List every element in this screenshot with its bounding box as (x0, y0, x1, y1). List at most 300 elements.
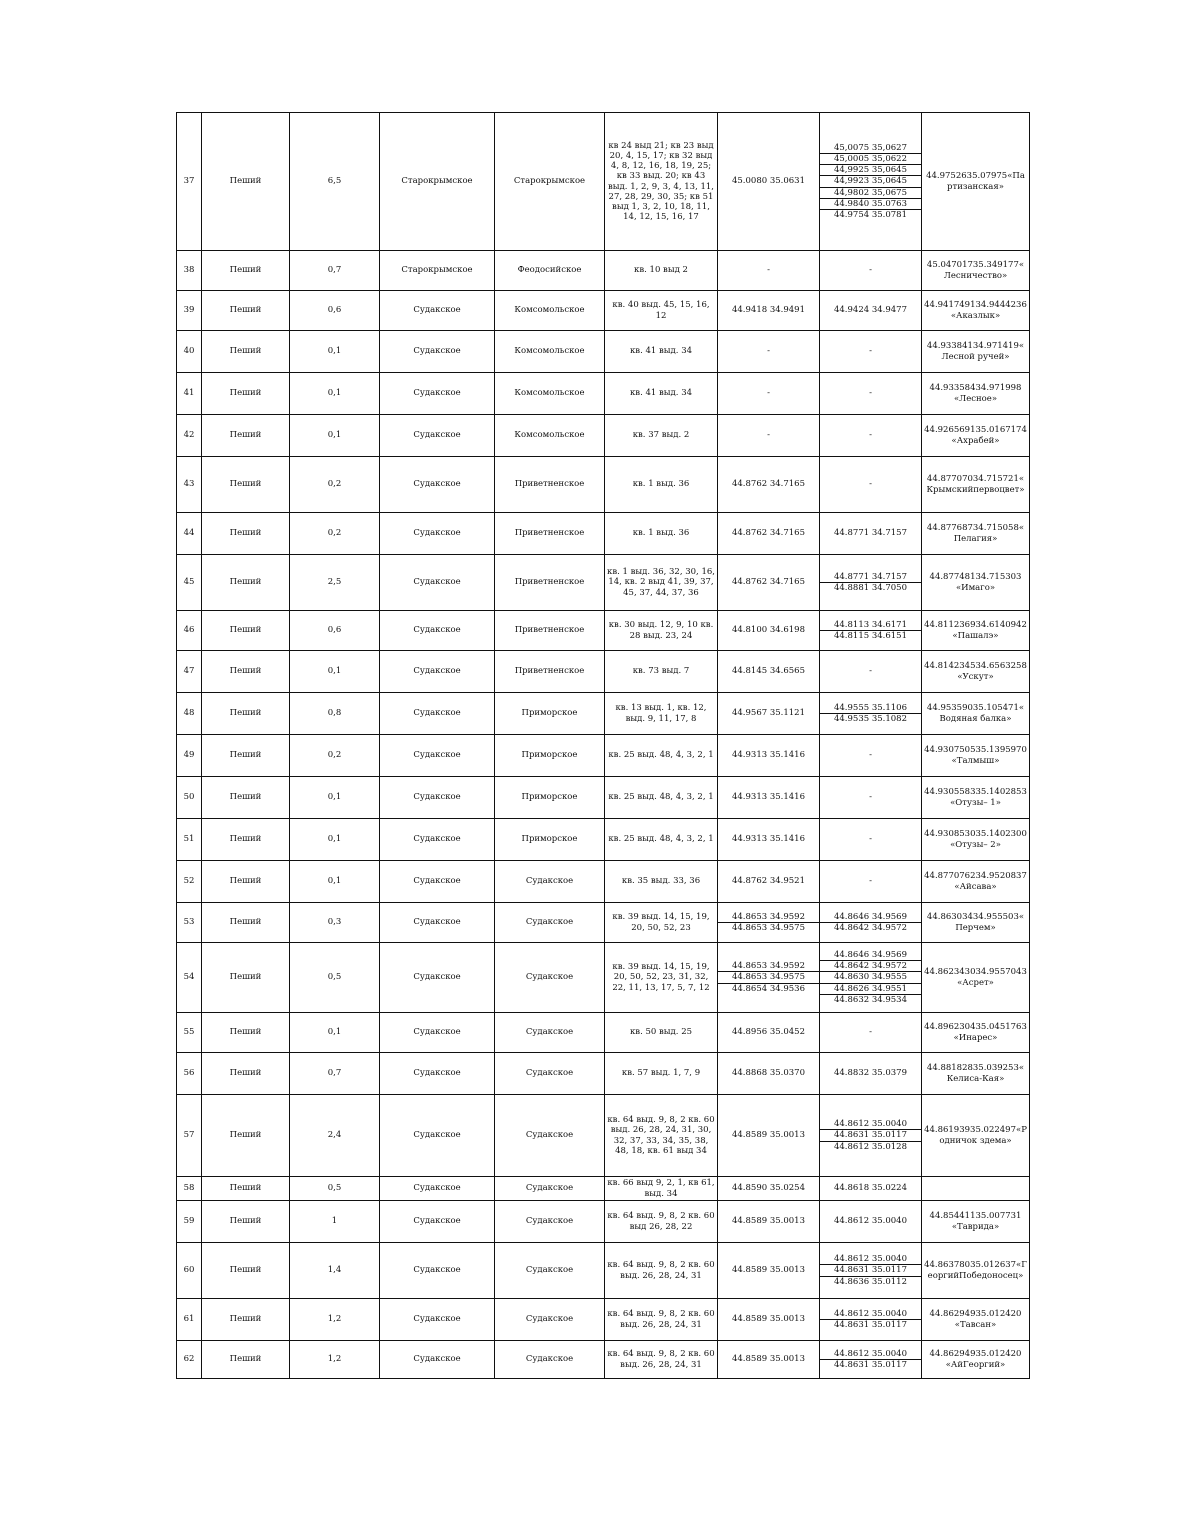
quarter-location: кв. 41 выд. 34 (605, 373, 718, 415)
forestry-unit: Судакское (495, 903, 605, 943)
trail-type: Пеший (202, 861, 290, 903)
object-note-line: «Аказлык» (950, 310, 1001, 321)
object-note-line: «Родничок здема» (939, 1125, 1027, 1146)
end-coordinates-value: 44.8631 35.0117 (820, 1264, 921, 1275)
row-number: 51 (177, 819, 202, 861)
trail-length: 0,2 (290, 513, 380, 555)
object-note-line: 35.1402300 «Отузы (950, 829, 1027, 850)
start-coordinates: 44.9567 35.1121 (718, 693, 820, 735)
trail-length: 0,1 (290, 651, 380, 693)
object-note-line: 44.8112369 (924, 620, 976, 631)
row-number: 52 (177, 861, 202, 903)
forestry-district: Судакское (380, 457, 495, 513)
table-row (177, 555, 1030, 611)
object-note-line: 44.9265691 (924, 425, 976, 436)
object-note-line: первоцвет» (973, 484, 1025, 495)
forestry-unit: Судакское (495, 1095, 605, 1177)
table-row (177, 1341, 1030, 1379)
trail-type: Пеший (202, 819, 290, 861)
quarter-location: кв. 64 выд. 9, 8, 2 кв. 60 выд 26, 28, 22 (605, 1201, 718, 1243)
object-note-line: 34.971419 (972, 341, 1019, 352)
object-note-line: 44.862949 (929, 1309, 976, 1320)
trail-length: 0,7 (290, 1053, 380, 1095)
object-note-line: 44.9307505 (924, 745, 976, 756)
object-note (922, 693, 1030, 735)
forestry-unit: Приморское (495, 819, 605, 861)
forestry-district: Судакское (380, 1095, 495, 1177)
forestry-district: Судакское (380, 1299, 495, 1341)
object-note-line: 44.8623430 (924, 967, 976, 978)
quarter-location: кв. 64 выд. 9, 8, 2 кв. 60 выд. 26, 28, 24, 31, 30, 32, 37, 33, 34, 35, 38, 48, 18, кв. 61 выд 34 (605, 1095, 718, 1177)
object-note-line: «Пашалэ» (952, 630, 999, 641)
trail-type: Пеший (202, 291, 290, 331)
start-coordinates: 44.8145 34.6565 (718, 651, 820, 693)
quarter-location: кв. 39 выд. 14, 15, 19, 20, 50, 52, 23, 31, 32, 22, 11, 13, 17, 5, 7, 12 (605, 943, 718, 1013)
object-note (922, 1243, 1030, 1299)
forestry-district: Судакское (380, 1341, 495, 1379)
end-coordinates: - (820, 735, 922, 777)
end-coordinates-value: 44.8612 35.0040 (833, 1348, 907, 1359)
start-coordinates-value: 44.8653 34.9592 (731, 961, 805, 972)
table-row (177, 1013, 1030, 1053)
object-note-line: 34.9557043 (975, 967, 1027, 978)
trail-length: 0,5 (290, 1177, 380, 1201)
row-number: 38 (177, 251, 202, 291)
end-coordinates-value: 44,9802 35,0675 (820, 187, 921, 198)
trail-length: 0,1 (290, 373, 380, 415)
start-coordinates: - (718, 251, 820, 291)
start-coordinates: 45.0080 35.0631 (718, 113, 820, 251)
quarter-location: кв. 37 выд. 2 (605, 415, 718, 457)
row-number: 57 (177, 1095, 202, 1177)
end-coordinates-value: 44,9925 35,0645 (820, 164, 921, 175)
object-note-line: – 2» (983, 839, 1001, 850)
trail-type: Пеший (202, 457, 290, 513)
start-coordinates: 44.8589 35.0013 (718, 1299, 820, 1341)
forestry-unit: Приветненское (495, 611, 605, 651)
end-coordinates: - (820, 373, 922, 415)
object-note-line: 44.863780 (924, 1260, 971, 1271)
end-coordinates-value: 44.8612 35.0040 (833, 1254, 907, 1265)
end-coordinates (820, 555, 922, 611)
start-coordinates: 44.8589 35.0013 (718, 1095, 820, 1177)
trail-length: 0,5 (290, 943, 380, 1013)
forestry-district: Судакское (380, 735, 495, 777)
end-coordinates-value: 44.8631 35.0117 (820, 1319, 921, 1330)
quarter-location: кв. 10 выд 2 (605, 251, 718, 291)
start-coordinates-value: 44.8654 34.9536 (718, 983, 819, 994)
table-row (177, 777, 1030, 819)
table-row (177, 251, 1030, 291)
forestry-district: Судакское (380, 1201, 495, 1243)
start-coordinates: 44.9418 34.9491 (718, 291, 820, 331)
trail-type: Пеший (202, 415, 290, 457)
end-coordinates (820, 611, 922, 651)
row-number: 47 (177, 651, 202, 693)
forestry-unit: Феодосийское (495, 251, 605, 291)
object-note (922, 415, 1030, 457)
forestry-unit: Приветненское (495, 651, 605, 693)
end-coordinates-value: 44.8642 34.9572 (820, 960, 921, 971)
trail-type: Пеший (202, 1341, 290, 1379)
quarter-location: кв. 41 выд. 34 (605, 331, 718, 373)
end-coordinates (820, 903, 922, 943)
quarter-location: кв. 1 выд. 36 (605, 457, 718, 513)
end-coordinates-value: 44.8612 35.0040 (833, 1119, 907, 1130)
table-row (177, 1095, 1030, 1177)
trail-length: 2,5 (290, 555, 380, 611)
quarter-location: кв. 64 выд. 9, 8, 2 кв. 60 выд. 26, 28, 24, 31 (605, 1341, 718, 1379)
end-coordinates-value: 44.9840 35.0763 (820, 198, 921, 209)
start-coordinates-value: 44.8653 34.9575 (718, 971, 819, 982)
object-note-line: 44.854411 (929, 1211, 976, 1222)
end-coordinates: - (820, 651, 922, 693)
forestry-district: Судакское (380, 291, 495, 331)
object-note (922, 943, 1030, 1013)
table-row (177, 943, 1030, 1013)
object-note-line: 35.012420 «Тавсан» (954, 1309, 1022, 1330)
end-coordinates-value: 44.8771 34.7157 (833, 571, 907, 582)
forestry-district: Судакское (380, 651, 495, 693)
quarter-location: кв. 64 выд. 9, 8, 2 кв. 60 выд. 26, 28, 24, 31 (605, 1243, 718, 1299)
forestry-unit: Судакское (495, 943, 605, 1013)
forestry-unit: Комсомольское (495, 331, 605, 373)
object-note-line: 34.9520837 «Айсава» (954, 871, 1027, 892)
object-note (922, 251, 1030, 291)
object-note-line: 44.9308530 (924, 829, 976, 840)
forestry-district: Судакское (380, 777, 495, 819)
table-row (177, 611, 1030, 651)
row-number: 56 (177, 1053, 202, 1095)
end-coordinates-value: 44.8646 34.9569 (833, 950, 907, 961)
trail-type: Пеший (202, 943, 290, 1013)
end-coordinates-value: 44.8626 34.9551 (820, 983, 921, 994)
row-number: 55 (177, 1013, 202, 1053)
object-note-line: 44.8962304 (924, 1022, 976, 1033)
forestry-district: Судакское (380, 1177, 495, 1201)
forestry-unit: Приветненское (495, 457, 605, 513)
trail-length: 0,6 (290, 291, 380, 331)
object-note-line: 44.877481 (929, 572, 976, 583)
forestry-unit: Комсомольское (495, 373, 605, 415)
trail-length: 0,8 (290, 693, 380, 735)
quarter-location: кв. 13 выд. 1, кв. 12, выд. 9, 11, 17, 8 (605, 693, 718, 735)
object-note (922, 819, 1030, 861)
trail-length: 0,1 (290, 1013, 380, 1053)
object-note (922, 1341, 1030, 1379)
start-coordinates: - (718, 415, 820, 457)
object-note (922, 1299, 1030, 1341)
quarter-location: кв. 64 выд. 9, 8, 2 кв. 60 выд. 26, 28, 24, 31 (605, 1299, 718, 1341)
row-number: 37 (177, 113, 202, 251)
forestry-district: Судакское (380, 1053, 495, 1095)
start-coordinates: 44.9313 35.1416 (718, 735, 820, 777)
forestry-unit: Приморское (495, 693, 605, 735)
quarter-location: кв. 30 выд. 12, 9, 10 кв. 28 выд. 23, 24 (605, 611, 718, 651)
end-coordinates: 44.8771 34.7157 (820, 513, 922, 555)
forestry-unit: Приморское (495, 777, 605, 819)
object-note (922, 861, 1030, 903)
object-note-line: 34.715058 (972, 523, 1019, 534)
trail-type: Пеший (202, 1243, 290, 1299)
end-coordinates-value: 44.8612 35.0128 (820, 1141, 921, 1152)
forestry-district: Судакское (380, 943, 495, 1013)
trail-type: Пеший (202, 113, 290, 251)
end-coordinates-value: 45,0005 35,0622 (820, 153, 921, 164)
object-note-line: «Крымский (926, 474, 1025, 495)
forestry-unit: Приветненское (495, 513, 605, 555)
forestry-district: Судакское (380, 555, 495, 611)
quarter-location: кв. 25 выд. 48, 4, 3, 2, 1 (605, 819, 718, 861)
end-coordinates (820, 113, 922, 251)
start-coordinates: - (718, 331, 820, 373)
forestry-unit: Судакское (495, 1341, 605, 1379)
object-note-line: 44.877687 (926, 523, 973, 534)
end-coordinates (820, 1299, 922, 1341)
object-note-line: 44.8142345 (924, 661, 976, 672)
trail-length: 1,2 (290, 1299, 380, 1341)
trail-type: Пеший (202, 693, 290, 735)
quarter-location: кв. 39 выд. 14, 15, 19, 20, 50, 52, 23 (605, 903, 718, 943)
object-note (922, 1177, 1030, 1201)
end-coordinates: - (820, 415, 922, 457)
forestry-unit: Судакское (495, 1299, 605, 1341)
table-row (177, 1243, 1030, 1299)
object-note (922, 777, 1030, 819)
end-coordinates-value: 44.8646 34.9569 (833, 911, 907, 922)
start-coordinates: 44.8100 34.6198 (718, 611, 820, 651)
table-row (177, 903, 1030, 943)
end-coordinates-value: 44.8630 34.9555 (820, 971, 921, 982)
end-coordinates (820, 1095, 922, 1177)
start-coordinates: 44.9313 35.1416 (718, 819, 820, 861)
table-row (177, 113, 1030, 251)
start-coordinates: 44.8762 34.7165 (718, 457, 820, 513)
forestry-district: Старокрымское (380, 251, 495, 291)
quarter-location: кв. 73 выд. 7 (605, 651, 718, 693)
trail-length: 0,7 (290, 251, 380, 291)
end-coordinates: 44.9424 34.9477 (820, 291, 922, 331)
trail-type: Пеший (202, 513, 290, 555)
trail-type: Пеший (202, 1201, 290, 1243)
object-note-line: «Келиса-Кая» (946, 1063, 1025, 1084)
object-note-line: 44.881828 (926, 1063, 973, 1074)
row-number: 40 (177, 331, 202, 373)
end-coordinates (820, 1341, 922, 1379)
start-coordinates: 44.8762 34.7165 (718, 513, 820, 555)
forestry-district: Судакское (380, 611, 495, 651)
object-note-line: 34.6140942 (975, 620, 1027, 631)
trails-table-body (177, 113, 1030, 1379)
trail-length: 1,4 (290, 1243, 380, 1299)
trail-type: Пеший (202, 251, 290, 291)
quarter-location: кв. 35 выд. 33, 36 (605, 861, 718, 903)
end-coordinates-value: 44.8881 34.7050 (820, 582, 921, 593)
object-note-line: 35.012637 (970, 1260, 1017, 1271)
trail-type: Пеший (202, 611, 290, 651)
end-coordinates-value: 44.8636 35.0112 (820, 1276, 921, 1287)
object-note-line: «Партизанская» (947, 171, 1025, 192)
end-coordinates: - (820, 457, 922, 513)
row-number: 48 (177, 693, 202, 735)
end-coordinates: - (820, 331, 922, 373)
object-note-line: 34.955503 (972, 912, 1019, 923)
trail-type: Пеший (202, 735, 290, 777)
object-note (922, 651, 1030, 693)
trail-type: Пеший (202, 1053, 290, 1095)
end-coordinates-value: 45,0075 35,0627 (833, 143, 907, 154)
trails-table (176, 112, 1030, 1379)
object-note (922, 373, 1030, 415)
object-note-line: 44.863034 (926, 912, 973, 923)
table-row (177, 693, 1030, 735)
row-number: 54 (177, 943, 202, 1013)
table-row (177, 373, 1030, 415)
end-coordinates: - (820, 777, 922, 819)
end-coordinates-value: 44.8631 35.0117 (820, 1359, 921, 1370)
start-coordinates-value: 44.8653 34.9592 (731, 911, 805, 922)
object-note-line: 35.022497 (970, 1125, 1016, 1136)
forestry-district: Судакское (380, 415, 495, 457)
object-note (922, 513, 1030, 555)
trail-type: Пеший (202, 777, 290, 819)
trail-length: 1,2 (290, 1341, 380, 1379)
forestry-district: Судакское (380, 1243, 495, 1299)
quarter-location: кв. 40 выд. 45, 15, 16, 12 (605, 291, 718, 331)
row-number: 58 (177, 1177, 202, 1201)
object-note-line: «Георгий (927, 1260, 1027, 1281)
end-coordinates: 44.8832 35.0379 (820, 1053, 922, 1095)
object-note-line: «Пелагия» (953, 523, 1025, 544)
end-coordinates-value: 44.8642 34.9572 (820, 922, 921, 933)
forestry-district: Судакское (380, 331, 495, 373)
end-coordinates: - (820, 251, 922, 291)
forestry-district: Судакское (380, 1013, 495, 1053)
table-row (177, 651, 1030, 693)
object-note-line: – 1» (983, 797, 1001, 808)
trail-length: 0,1 (290, 777, 380, 819)
object-note-line: 35.07975 (966, 171, 1008, 182)
row-number: 61 (177, 1299, 202, 1341)
start-coordinates: 44.8590 35.0254 (718, 1177, 820, 1201)
object-note (922, 611, 1030, 651)
table-row (177, 513, 1030, 555)
start-coordinates: 44.8589 35.0013 (718, 1341, 820, 1379)
object-note-line: 35.1395970 (975, 745, 1027, 756)
end-coordinates: - (820, 861, 922, 903)
end-coordinates (820, 693, 922, 735)
start-coordinates: 44.8868 35.0370 (718, 1053, 820, 1095)
row-number: 60 (177, 1243, 202, 1299)
object-note (922, 555, 1030, 611)
table-row (177, 735, 1030, 777)
forestry-unit: Судакское (495, 861, 605, 903)
quarter-location: кв. 66 выд 9, 2, 1, кв 61, выд. 34 (605, 1177, 718, 1201)
object-note-line: 44.9417491 (924, 300, 976, 311)
object-note-line: 44.953590 (926, 703, 973, 714)
object-note (922, 457, 1030, 513)
table-row (177, 331, 1030, 373)
object-note-line: 44.862949 (929, 1349, 976, 1360)
quarter-location: кв 24 выд 21; кв 23 выд 20, 4, 15, 17; кв 32 выд 4, 8, 12, 16, 18, 19, 25; кв 33 выд. 20; кв 43 выд. 1, 2, 9, 3, 4, 13, 11, 27, 28, 29, 30, 35; кв 51 выд 1, 3, 2, 10, 18, 11, 14, 12, 15, 16, 17 (605, 113, 718, 251)
end-coordinates (820, 943, 922, 1013)
forestry-district: Судакское (380, 513, 495, 555)
object-note-line: Георгий» (963, 1359, 1006, 1370)
row-number: 46 (177, 611, 202, 651)
end-coordinates (820, 1243, 922, 1299)
object-note (922, 113, 1030, 251)
object-note (922, 1013, 1030, 1053)
object-note (922, 331, 1030, 373)
end-coordinates: 44.8612 35.0040 (820, 1201, 922, 1243)
object-note-line: 44.97526 (926, 171, 967, 182)
trail-type: Пеший (202, 1299, 290, 1341)
trail-length: 1 (290, 1201, 380, 1243)
table-row (177, 1177, 1030, 1201)
quarter-location: кв. 1 выд. 36 (605, 513, 718, 555)
end-coordinates: - (820, 819, 922, 861)
start-coordinates-value: 44.8653 34.9575 (718, 922, 819, 933)
object-note-line: 34.9444236 (975, 300, 1027, 311)
object-note-line: 35.007731 «Таврида» (951, 1211, 1022, 1232)
end-coordinates-value: 44.9555 35.1106 (833, 702, 907, 713)
start-coordinates (718, 943, 820, 1013)
object-note-line: Победоносец» (959, 1270, 1024, 1281)
forestry-unit: Судакское (495, 1243, 605, 1299)
forestry-unit: Судакское (495, 1177, 605, 1201)
forestry-district: Судакское (380, 693, 495, 735)
object-note-line: 44.933584 (929, 383, 976, 394)
trail-length: 0,2 (290, 735, 380, 777)
trail-type: Пеший (202, 331, 290, 373)
end-coordinates-value: 44.8632 34.9534 (820, 994, 921, 1005)
trail-length: 0,3 (290, 903, 380, 943)
start-coordinates: - (718, 373, 820, 415)
row-number: 53 (177, 903, 202, 943)
object-note-line: 35.012420 «Ай (945, 1349, 1022, 1370)
row-number: 50 (177, 777, 202, 819)
forestry-unit: Комсомольское (495, 291, 605, 331)
trail-type: Пеший (202, 1095, 290, 1177)
object-note (922, 735, 1030, 777)
object-note-line: 35.0451763 «Инарес» (953, 1022, 1027, 1043)
end-coordinates-value: 44.9535 35.1082 (820, 713, 921, 724)
trail-type: Пеший (202, 1013, 290, 1053)
row-number: 39 (177, 291, 202, 331)
row-number: 42 (177, 415, 202, 457)
object-note-line: «Талмыш» (951, 755, 1000, 766)
row-number: 62 (177, 1341, 202, 1379)
end-coordinates-value: 44.8113 34.6171 (833, 619, 907, 630)
object-note-line: «Ахрабей» (951, 435, 1000, 446)
end-coordinates-value: 44.8631 35.0117 (820, 1129, 921, 1140)
table-row (177, 1299, 1030, 1341)
row-number: 49 (177, 735, 202, 777)
forestry-unit: Приветненское (495, 555, 605, 611)
trail-length: 6,5 (290, 113, 380, 251)
forestry-unit: Приморское (495, 735, 605, 777)
object-note-line: 45.047017 (926, 260, 973, 271)
start-coordinates: 44.8956 35.0452 (718, 1013, 820, 1053)
object-note (922, 1201, 1030, 1243)
object-note (922, 1053, 1030, 1095)
start-coordinates (718, 903, 820, 943)
trail-type: Пеший (202, 1177, 290, 1201)
object-note-line: «Лесничество» (943, 260, 1025, 281)
quarter-location: кв. 25 выд. 48, 4, 3, 2, 1 (605, 735, 718, 777)
object-note-line: 44.8770762 (924, 871, 976, 882)
object-note-line: 35.105471 (972, 703, 1019, 714)
